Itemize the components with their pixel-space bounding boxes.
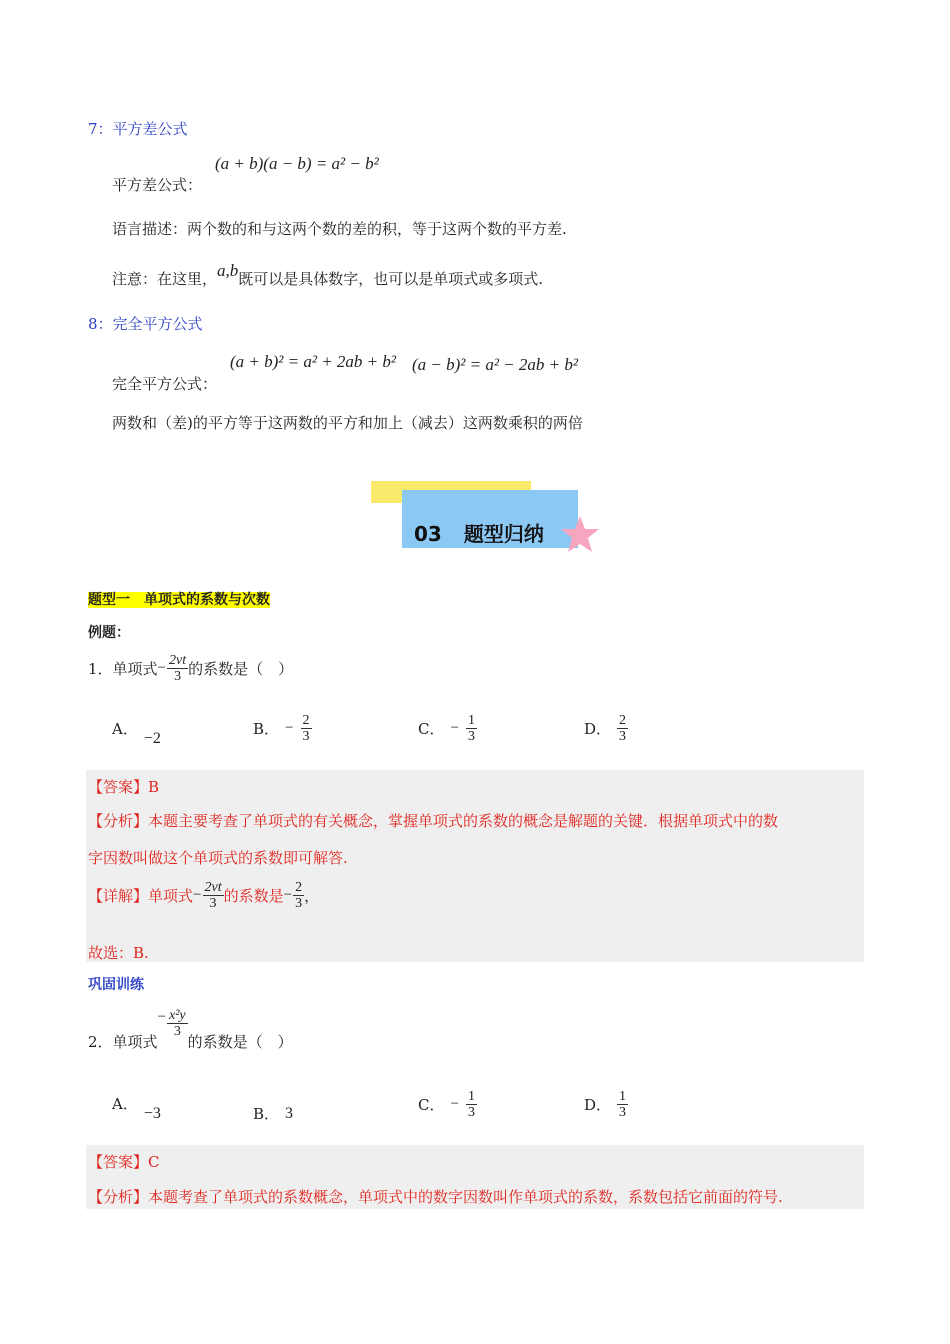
option-fraction <box>466 1089 477 1121</box>
fraction-numerator: 2 <box>295 880 303 895</box>
perfect-square-sum-formula: (a + b)² = a² + 2ab + b² <box>230 352 396 371</box>
type-title-highlight: 题型一 单项式的系数与次数 <box>88 592 270 608</box>
detail-tag: 【详解】 <box>88 887 149 906</box>
note-prefix: 注意：在这里， <box>112 270 218 288</box>
language-description: 语言描述：两个数的和与这两个数的差的积，等于这两个数的平方差. <box>112 220 567 238</box>
formula-label: 完全平方公式： <box>112 375 218 393</box>
fraction-denominator: 3 <box>467 729 475 745</box>
star-icon <box>560 514 600 554</box>
question-2-expression <box>158 1008 188 1040</box>
option-sign: − <box>450 1096 459 1113</box>
note-line <box>112 261 544 289</box>
option-letter: C． <box>418 720 445 739</box>
q1-option-a[interactable] <box>112 718 161 747</box>
detail-end: ， <box>304 887 320 906</box>
minus-sign: − <box>193 887 202 904</box>
question-1-fraction <box>167 653 188 685</box>
detail-line <box>88 880 319 912</box>
fraction-denominator: 3 <box>209 896 217 912</box>
q2-option-b[interactable] <box>253 1103 293 1124</box>
practice-label: 巩固训练 <box>88 977 144 993</box>
fraction-numerator: 1 <box>619 1089 627 1104</box>
q2-option-c[interactable] <box>418 1089 477 1121</box>
fraction-numerator: 1 <box>467 1089 475 1104</box>
question-2-prefix: 2．单项式 <box>88 1033 158 1051</box>
banner-text: 题型归纳 <box>463 522 544 546</box>
option-value: −3 <box>143 1104 161 1122</box>
option-letter: A． <box>112 1095 138 1113</box>
question-2-suffix: 的系数是（ ） <box>187 1033 293 1051</box>
answer-value: C <box>148 1153 160 1171</box>
fraction-numerator: 2 <box>619 713 627 728</box>
analysis-text: 本题主要考查了单项式的有关概念，掌握单项式的系数的概念是解题的关键．根据单项式中的数 <box>148 812 779 830</box>
option-letter: C． <box>418 1096 445 1115</box>
answer-line <box>88 1151 160 1172</box>
option-fraction <box>617 713 628 745</box>
banner-title <box>414 518 544 547</box>
difference-of-squares-formula: (a + b)(a − b) = a² − b² <box>215 154 379 173</box>
conclusion-line: 故选：B. <box>88 944 149 962</box>
option-letter: D． <box>584 1096 612 1115</box>
option-value: −2 <box>143 729 161 747</box>
detail-result-fraction <box>293 880 304 912</box>
question-1 <box>88 653 293 685</box>
option-letter: A． <box>112 720 138 738</box>
fraction-numerator: 2 <box>302 713 310 728</box>
perfect-square-description: 两数和（差)的平方等于这两数的平方和加上（减去）这两数乘积的两倍 <box>112 414 583 432</box>
fraction-numerator: 2vt <box>204 880 222 895</box>
detail-prefix: 单项式 <box>148 887 194 906</box>
note-suffix: 既可以是具体数字，也可以是单项式或多项式. <box>238 270 544 288</box>
answer-line <box>88 776 159 797</box>
question-2-fraction <box>167 1008 188 1040</box>
fraction-denominator: 3 <box>619 1105 627 1121</box>
q2-option-d[interactable] <box>584 1089 628 1121</box>
banner-number: 03 <box>414 522 442 546</box>
detail-middle: 的系数是 <box>223 887 284 906</box>
option-letter: B． <box>253 1105 280 1123</box>
section-7-heading: 7：平方差公式 <box>88 120 188 138</box>
analysis-text: 本题考查了单项式的系数概念，单项式中的数字因数叫作单项式的系数，系数包括它前面的符号. <box>148 1188 783 1206</box>
option-letter: B． <box>253 720 280 739</box>
formula-label: 平方差公式： <box>112 176 203 194</box>
fraction-denominator: 3 <box>173 1024 181 1040</box>
fraction-denominator: 3 <box>619 729 627 745</box>
option-sign: − <box>285 720 294 737</box>
question-1-suffix: 的系数是（ ） <box>188 660 294 679</box>
q1-option-b[interactable] <box>253 713 312 745</box>
option-fraction <box>301 713 312 745</box>
section-8-heading: 8：完全平方公式 <box>88 315 203 333</box>
detail-fraction <box>203 880 224 912</box>
q2-option-a[interactable] <box>112 1093 161 1122</box>
option-fraction <box>466 713 477 745</box>
option-fraction <box>617 1089 628 1121</box>
option-value: 3 <box>285 1104 294 1122</box>
q1-option-d[interactable] <box>584 713 628 745</box>
type-title <box>88 589 270 609</box>
fraction-denominator: 3 <box>467 1105 475 1121</box>
option-letter: D． <box>584 720 612 739</box>
answer-tag: 【答案】 <box>88 778 149 796</box>
answer-value: B <box>148 778 160 796</box>
note-variables: a,b <box>217 261 239 280</box>
fraction-denominator: 3 <box>295 896 303 912</box>
minus-sign: − <box>283 887 293 904</box>
q1-option-c[interactable] <box>418 713 477 745</box>
analysis-tag: 【分析】 <box>88 812 149 830</box>
example-label: 例题： <box>88 625 130 641</box>
minus-sign: − <box>157 1009 167 1025</box>
analysis-line <box>88 1186 783 1207</box>
fraction-numerator: 1 <box>467 713 475 728</box>
question-1-prefix: 1．单项式 <box>88 660 158 679</box>
option-sign: − <box>450 720 459 737</box>
analysis-line-2: 字因数叫做这个单项式的系数即可解答. <box>88 849 348 867</box>
fraction-denominator: 3 <box>302 729 310 745</box>
fraction-numerator: 2vt <box>169 653 187 668</box>
question-2 <box>88 1008 293 1052</box>
perfect-square-diff-formula: (a − b)² = a² − 2ab + b² <box>412 355 578 374</box>
analysis-tag: 【分析】 <box>88 1188 149 1206</box>
minus-sign: − <box>157 660 167 677</box>
answer-tag: 【答案】 <box>88 1153 149 1171</box>
analysis-line-1 <box>88 810 778 831</box>
fraction-denominator: 3 <box>174 669 182 685</box>
fraction-numerator: x²y <box>169 1008 186 1023</box>
